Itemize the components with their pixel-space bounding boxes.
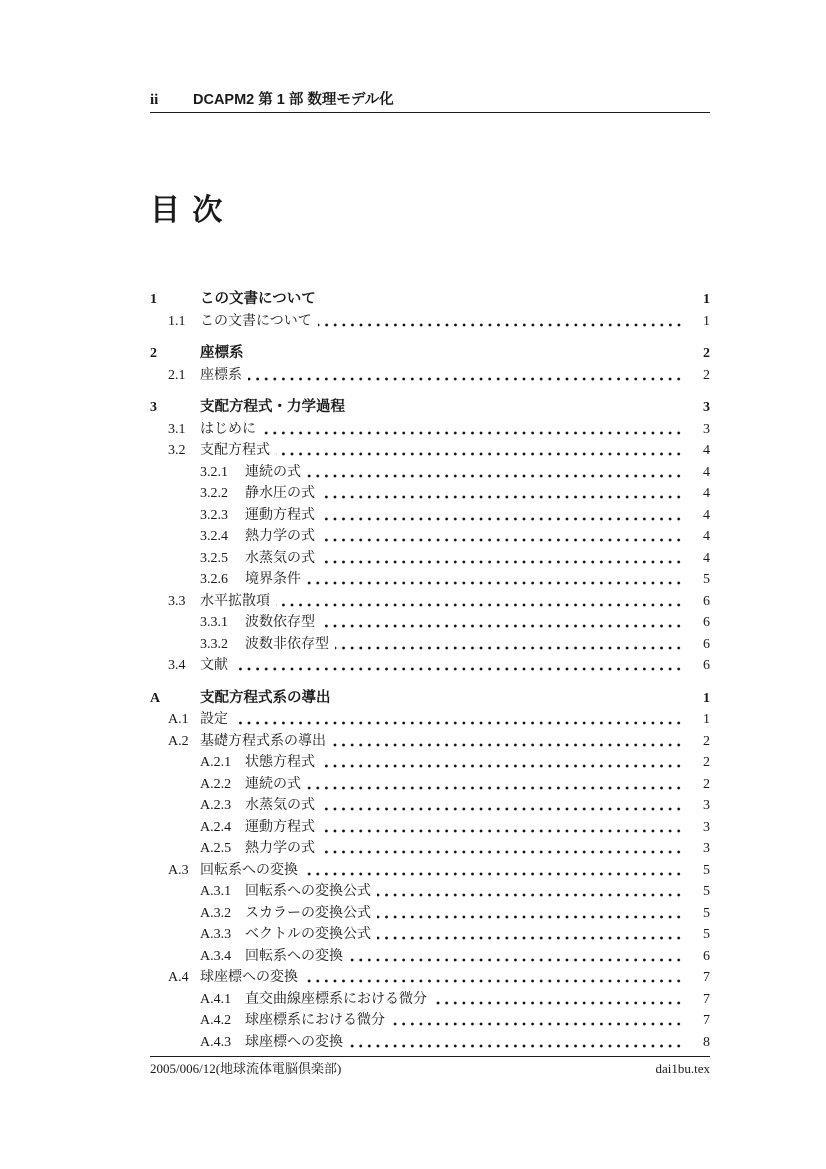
toc-entry-number: A.2.3: [200, 798, 232, 813]
toc-entry: [150, 817, 710, 839]
toc-dot-leader: [337, 688, 685, 710]
running-header: [150, 91, 710, 109]
toc-entry-page: 5: [703, 572, 710, 587]
toc-entry-page: 2: [703, 346, 710, 361]
toc-entry: [150, 731, 710, 753]
toc-entry-label: 水蒸気の式: [245, 550, 315, 566]
toc-entry: [150, 655, 710, 677]
toc-dot-leader: [335, 634, 684, 656]
toc-dot-leader: [377, 881, 684, 903]
toc-dot-leader: [276, 440, 684, 462]
toc-entry-label: 波数依存型: [245, 615, 315, 630]
toc-entry-label: 熱力学の式: [245, 529, 315, 544]
toc-dot-leader: [304, 967, 684, 989]
toc-entry-label: 支配方程式: [200, 443, 270, 458]
toc-dot-leader: [321, 795, 684, 817]
toc-entry-number: 3.2.1: [200, 464, 228, 480]
toc-entry-number: A.3.3: [200, 927, 232, 942]
toc-entry-label: 座標系: [200, 345, 244, 361]
toc-entry-page: 1: [703, 313, 710, 329]
toc-entry: [150, 419, 710, 441]
toc-entry-label: 回転系への変換公式: [245, 884, 371, 899]
footer-filename: dai1bu.tex: [655, 1061, 710, 1076]
toc-entry-number: 3.1: [168, 421, 186, 437]
toc-entry-number: A.4.2: [200, 1013, 232, 1028]
toc-entry-label: 境界条件: [245, 572, 301, 587]
toc-entry-number: A.2.4: [200, 819, 232, 835]
toc-entry-label: 座標系: [200, 367, 242, 383]
toc-entry-number: 2.1: [168, 367, 186, 383]
toc-entry-page: 8: [703, 1034, 710, 1050]
toc-entry: [150, 924, 710, 946]
toc-entry-page: 5: [703, 884, 710, 899]
toc-entry: [150, 709, 710, 731]
toc-entry-label: 支配方程式系の導出: [200, 689, 331, 706]
toc-entry: [150, 860, 710, 882]
toc-entry-page: 6: [703, 948, 710, 964]
toc-entry-label: 球座標系における微分: [245, 1013, 385, 1028]
toc-entry-page: 4: [703, 464, 710, 480]
toc-entry-number: 3.2.2: [200, 486, 228, 501]
toc-entry: [150, 795, 710, 817]
toc-entry-number: 3.4: [168, 658, 186, 673]
toc-entry-label: 水蒸気の式: [245, 798, 315, 813]
toc-entry-page: 5: [703, 862, 710, 878]
toc-entry-label: 状態方程式: [245, 755, 315, 770]
page-footer: [150, 1056, 710, 1078]
toc-entry-page: 6: [703, 636, 710, 652]
toc-entry: [150, 752, 710, 774]
toc-entry: [150, 505, 710, 527]
toc-entry-label: 設定: [200, 712, 228, 727]
toc-entry-number: 3.2.3: [200, 507, 228, 523]
toc-entry-number: 3.3.1: [200, 615, 228, 630]
toc-entry-number: 3.3: [168, 593, 186, 609]
toc-dot-leader: [321, 817, 684, 839]
toc-dot-leader: [377, 924, 684, 946]
toc-entry-number: 3.3.2: [200, 636, 228, 652]
toc-dot-leader: [351, 397, 684, 419]
toc-entry: [150, 365, 710, 387]
toc-entry: [150, 989, 710, 1011]
toc-entry-page: 4: [703, 550, 710, 566]
toc-entry-number: A.3.4: [200, 948, 232, 964]
toc-dot-leader: [349, 946, 684, 968]
toc-entry-label: 静水圧の式: [245, 486, 315, 501]
toc-entry-page: 1: [703, 292, 710, 307]
toc-dot-leader: [321, 838, 684, 860]
toc-entry-label: 連続の式: [245, 464, 301, 480]
toc-entry-page: 1: [703, 712, 710, 727]
toc-entry-number: A.2.1: [200, 755, 232, 770]
toc-entry-page: 7: [703, 1013, 710, 1028]
toc-dot-leader: [234, 655, 684, 677]
toc-entry-label: 水平拡散項: [200, 593, 270, 609]
toc-entry-page: 7: [703, 991, 710, 1007]
toc-dot-leader: [321, 752, 684, 774]
toc-entry-number: A.4.3: [200, 1034, 232, 1050]
toc-entry: [150, 569, 710, 591]
toc-entry-page: 5: [703, 927, 710, 942]
toc-dot-leader: [322, 289, 684, 311]
toc-entry-page: 2: [703, 733, 710, 749]
toc-dot-leader: [321, 612, 684, 634]
toc-dot-leader: [307, 774, 684, 796]
toc-entry-page: 4: [703, 529, 710, 544]
toc-entry-label: 文献: [200, 658, 228, 673]
toc-entry-page: 3: [703, 841, 710, 856]
toc-entry-label: 基礎方程式系の導出: [200, 733, 326, 749]
toc-entry: [150, 440, 710, 462]
toc-dot-leader: [318, 311, 684, 333]
toc-entry: [150, 634, 710, 656]
toc-entry: [150, 483, 710, 505]
toc-entry: [150, 462, 710, 484]
toc-dot-leader: [262, 419, 684, 441]
toc-entry-label: 球座標への変換: [245, 1034, 343, 1050]
toc-dot-leader: [391, 1010, 684, 1032]
toc-dot-leader: [234, 709, 684, 731]
toc-entry-label: 運動方程式: [245, 507, 315, 523]
toc-dot-leader: [433, 989, 684, 1011]
toc-entry-page: 2: [703, 776, 710, 792]
toc-entry: [150, 967, 710, 989]
toc-entry-page: 4: [703, 486, 710, 501]
toc-entry: [150, 343, 710, 365]
toc-entry-number: A.2.2: [200, 776, 232, 792]
toc-entry-label: 熱力学の式: [245, 841, 315, 856]
toc-entry: [150, 1032, 710, 1054]
toc-entry: [150, 548, 710, 570]
toc-entry-number: A.3.1: [200, 884, 232, 899]
toc-entry-label: はじめに: [200, 421, 256, 437]
toc-dot-leader: [304, 860, 684, 882]
toc-entry-label: 連続の式: [245, 776, 301, 792]
toc-dot-leader: [276, 591, 684, 613]
toc-dot-leader: [349, 1032, 684, 1054]
toc-entry-label: 回転系への変換: [245, 948, 343, 964]
toc-entry-label: スカラーの変換公式: [245, 905, 371, 921]
toc-entry-page: 3: [703, 819, 710, 835]
toc-dot-leader: [248, 365, 684, 387]
toc-list: [150, 289, 710, 1053]
toc-entry-number: 1: [150, 292, 157, 307]
footer-date-organization: 2005/006/12(地球流体電脳倶楽部): [150, 1061, 342, 1076]
toc-entry-page: 3: [703, 400, 710, 415]
toc-title: 目 次: [150, 194, 225, 227]
toc-entry-page: 4: [703, 443, 710, 458]
header-page-number: ii: [150, 92, 159, 108]
toc-entry-number: A.3: [168, 862, 189, 878]
toc-entry-number: A.4.1: [200, 991, 232, 1007]
toc-entry: [150, 311, 710, 333]
toc-entry-page: 6: [703, 615, 710, 630]
toc-entry: [150, 397, 710, 419]
toc-dot-leader: [321, 526, 684, 548]
toc-entry-page: 5: [703, 905, 710, 921]
toc-entry-label: 球座標への変換: [200, 970, 298, 985]
toc-entry-number: A.2: [168, 733, 189, 749]
toc-entry-number: A: [150, 690, 161, 706]
toc-entry-label: 運動方程式: [245, 819, 315, 835]
toc-entry: [150, 774, 710, 796]
toc-dot-leader: [321, 548, 684, 570]
toc-dot-leader: [321, 505, 684, 527]
toc-entry-label: ベクトルの変換公式: [245, 927, 371, 942]
toc-entry: [150, 903, 710, 925]
toc-entry-label: 直交曲線座標系における微分: [245, 991, 427, 1007]
toc-entry-page: 6: [703, 593, 710, 609]
toc-entry-number: A.2.5: [200, 841, 232, 856]
toc-entry: [150, 289, 710, 311]
toc-entry-label: 支配方程式・力学過程: [200, 399, 345, 415]
toc-entry-number: A.3.2: [200, 905, 232, 921]
toc-dot-leader: [307, 569, 684, 591]
toc-entry-number: 3.2.6: [200, 572, 228, 587]
toc-entry-number: A.4: [168, 970, 189, 985]
toc-entry-page: 1: [703, 690, 710, 706]
toc-entry-label: この文書について: [200, 291, 316, 307]
toc-entry-page: 2: [703, 367, 710, 383]
toc-dot-leader: [377, 903, 684, 925]
toc-entry: [150, 881, 710, 903]
toc-entry: [150, 526, 710, 548]
toc-entry: [150, 591, 710, 613]
toc-entry-number: 2: [150, 346, 157, 361]
toc-entry: [150, 612, 710, 634]
header-rule: [150, 112, 710, 113]
toc-entry-number: 3.2.4: [200, 529, 228, 544]
toc-entry-page: 2: [703, 755, 710, 770]
toc-entry-number: 1.1: [168, 313, 186, 329]
toc-entry-page: 6: [703, 658, 710, 673]
toc-dot-leader: [250, 343, 685, 365]
toc-entry-page: 7: [703, 970, 710, 985]
toc-entry-label: 波数非依存型: [245, 636, 329, 652]
toc-entry-page: 4: [703, 507, 710, 523]
toc-dot-leader: [321, 483, 684, 505]
toc-entry-label: この文書について: [200, 313, 312, 329]
toc-entry-label: 回転系への変換: [200, 862, 298, 878]
toc-entry: [150, 1010, 710, 1032]
toc-dot-leader: [332, 731, 684, 753]
toc-entry-number: 3.2.5: [200, 550, 228, 566]
header-document-title: DCAPM2 第 1 部 数理モデル化: [193, 92, 394, 108]
toc-entry-number: 3.2: [168, 443, 186, 458]
toc-dot-leader: [307, 462, 684, 484]
toc-entry: [150, 946, 710, 968]
toc-entry-number: A.1: [168, 712, 189, 727]
toc-entry-number: 3: [150, 400, 157, 415]
toc-entry-page: 3: [703, 421, 710, 437]
toc-entry-page: 3: [703, 798, 710, 813]
toc-entry: [150, 688, 710, 710]
toc-entry: [150, 838, 710, 860]
